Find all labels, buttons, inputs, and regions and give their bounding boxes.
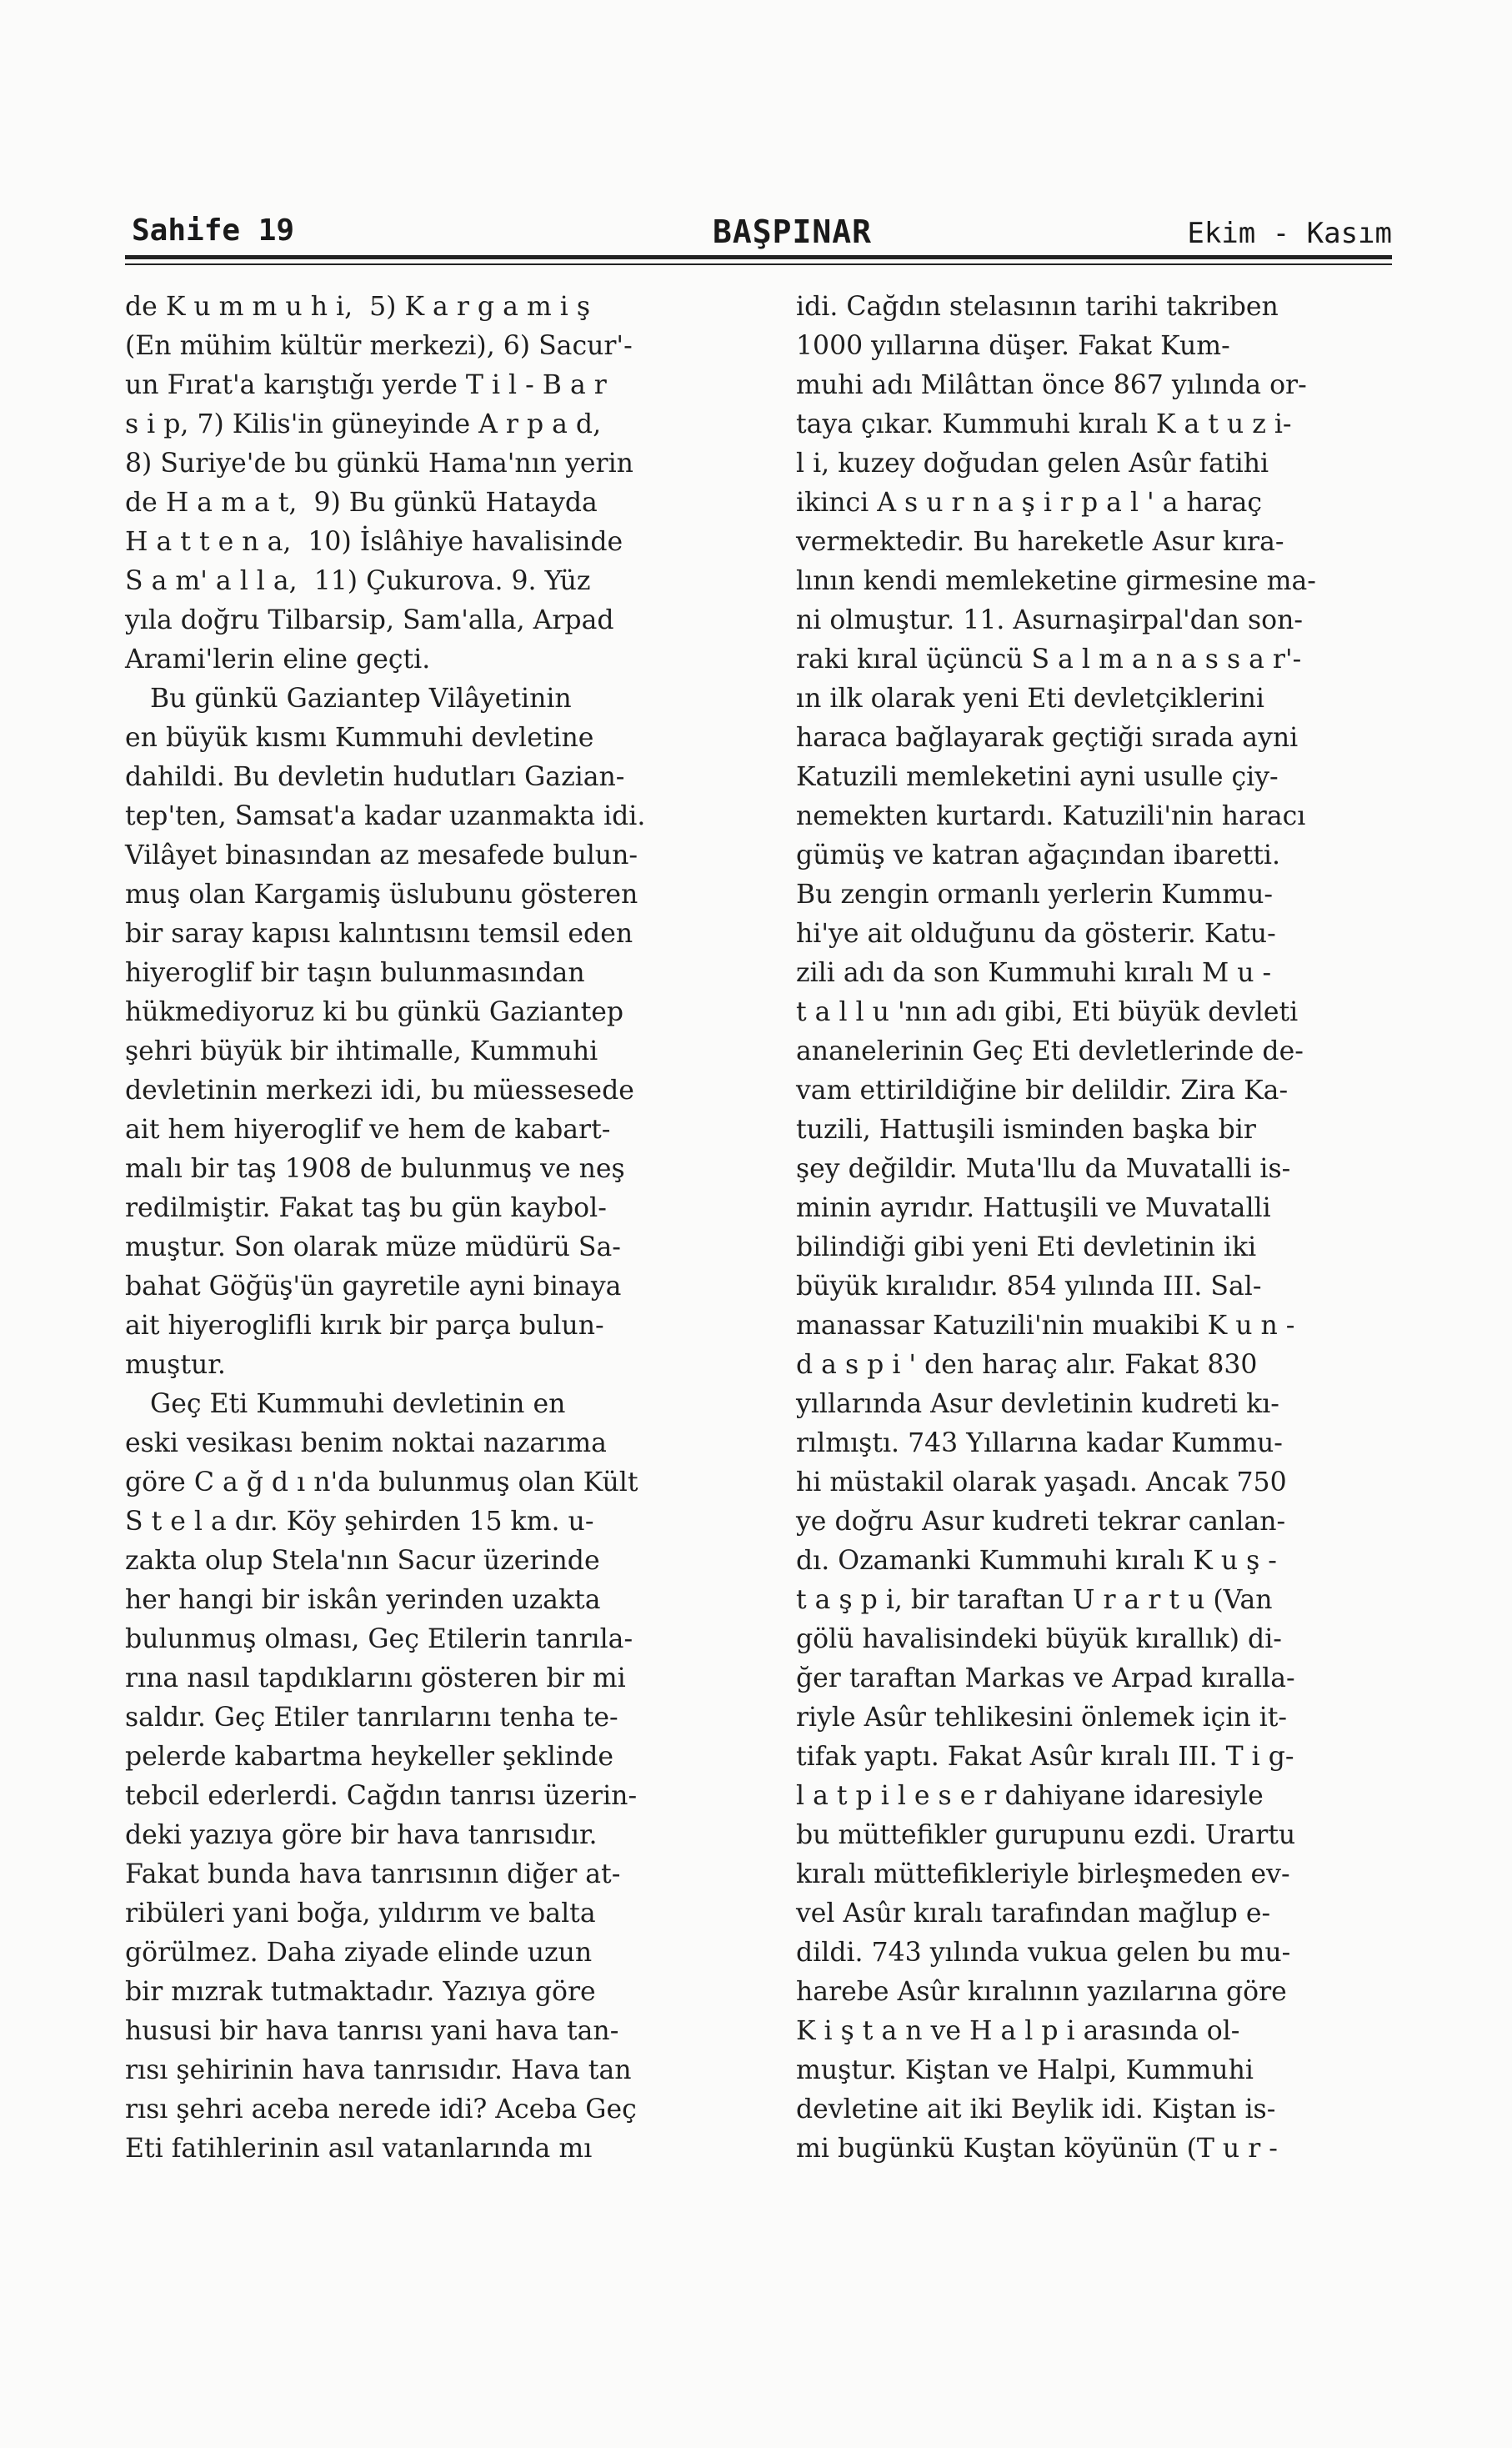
text-line: Arami'lerin eline geçti. <box>125 645 431 675</box>
text-line: ni olmuştur. 11. Asurnaşirpal'dan son- <box>796 605 1304 635</box>
header-rule-thin <box>125 263 1392 265</box>
text-line: rısı şehri aceba nerede idi? Aceba Geç <box>125 2094 637 2124</box>
text-line: Eti fatihlerinin asıl vatanlarında mı <box>125 2134 593 2164</box>
text-line: dahildi. Bu devletin hudutları Gazian- <box>125 762 625 792</box>
text-line: t a ş p i, bir taraftan U r a r t u (Van <box>796 1585 1273 1615</box>
text-line: lının kendi memleketine girmesine ma- <box>796 566 1316 596</box>
text-line: pelerde kabartma heykeller şeklinde <box>125 1742 614 1772</box>
text-line: riyle Asûr tehlikesini önlemek için it- <box>796 1703 1288 1733</box>
text-line: K i ş t a n ve H a l p i arasında ol- <box>796 2016 1240 2046</box>
text-line: muştur. Kiştan ve Halpi, Kummuhi <box>796 2055 1254 2085</box>
text-line: devletinin merkezi idi, bu müessesede <box>125 1076 634 1106</box>
text-line: yıla doğru Tilbarsip, Sam'alla, Arpad <box>125 605 614 635</box>
text-line: muştur. Son olarak müze müdürü Sa- <box>125 1232 621 1262</box>
text-line: l i, kuzey doğudan gelen Asûr fatihi <box>796 449 1269 479</box>
text-line: hususi bir hava tanrısı yani hava tan- <box>125 2016 619 2046</box>
text-line: en büyük kısmı Kummuhi devletine <box>125 723 594 753</box>
text-line: raki kıral üçüncü S a l m a n a s s a r'- <box>796 645 1302 675</box>
text-line: ait hem hiyeroglif ve hem de kabart- <box>125 1115 611 1145</box>
text-line: gölü havalisindeki büyük kırallık) di- <box>796 1624 1282 1654</box>
text-line: gümüş ve katran ağaçından ibaretti. <box>796 840 1280 870</box>
text-line: tifak yaptı. Fakat Asûr kıralı III. T i g- <box>796 1742 1294 1772</box>
text-line: vam ettirildiğine bir delildir. Zira Ka- <box>796 1076 1289 1106</box>
text-line: kıralı müttefikleriyle birleşmeden ev- <box>796 1859 1290 1889</box>
text-line: t a l l u 'nın adı gibi, Eti büyük devleti <box>796 997 1299 1027</box>
text-line: hi'ye ait olduğunu da gösterir. Katu- <box>796 919 1276 949</box>
text-line: şey değildir. Muta'llu da Muvatalli is- <box>796 1154 1291 1184</box>
text-line: bulunmuş olması, Geç Etilerin tanrıla- <box>125 1624 633 1654</box>
text-line: muhi adı Milâttan önce 867 yılında or- <box>796 370 1307 400</box>
text-line: rına nasıl tapdıklarını gösteren bir mi <box>125 1663 626 1693</box>
text-line: bahat Göğüş'ün gayretile ayni binaya <box>125 1272 622 1302</box>
text-line: l a t p i l e s e r dahiyane idaresiyle <box>796 1781 1264 1811</box>
text-line: manassar Katuzili'nin muakibi K u n - <box>796 1311 1295 1341</box>
text-line: deki yazıya göre bir hava tanrısıdır. <box>125 1820 598 1850</box>
text-line: S t e l a dır. Köy şehirden 15 km. u- <box>125 1507 594 1537</box>
text-line: hiyeroglif bir taşın bulunmasından <box>125 958 585 988</box>
text-line: tuzili, Hattuşili isminden başka bir <box>796 1115 1256 1145</box>
text-line: dildi. 743 yılında vukua gelen bu mu- <box>796 1938 1291 1968</box>
text-line: tep'ten, Samsat'a kadar uzanmakta idi. <box>125 801 646 831</box>
text-line: ananelerinin Geç Eti devletlerinde de- <box>796 1036 1304 1066</box>
text-line: d a s p i ' den haraç alır. Fakat 830 <box>796 1350 1258 1380</box>
text-line: devletine ait iki Beylik idi. Kiştan is- <box>796 2094 1276 2124</box>
text-line: ye doğru Asur kudreti tekrar canlan- <box>796 1507 1286 1537</box>
text-line: taya çıkar. Kummuhi kıralı K a t u z i- <box>796 409 1292 439</box>
text-line: bir saray kapısı kalıntısını temsil eden <box>125 919 633 949</box>
text-line: idi. Cağdın stelasının tarihi takriben <box>796 292 1279 322</box>
text-line: ın ilk olarak yeni Eti devletçiklerini <box>796 684 1264 714</box>
text-line: Katuzili memleketini ayni usulle çiy- <box>796 762 1279 792</box>
text-line: göre C a ğ d ı n'da bulunmuş olan Kült <box>125 1467 638 1497</box>
text-line: Bu günkü Gaziantep Vilâyetinin <box>125 684 572 714</box>
page-header <box>125 210 1392 260</box>
text-line: büyük kıralıdır. 854 yılında III. Sal- <box>796 1272 1262 1302</box>
text-line: muş olan Kargamiş üslubunu gösteren <box>125 880 638 910</box>
text-line: ğer taraftan Markas ve Arpad kıralla- <box>796 1663 1295 1693</box>
text-line: s i p, 7) Kilis'in güneyinde A r p a d, <box>125 409 602 439</box>
text-line: 8) Suriye'de bu günkü Hama'nın yerin <box>125 449 633 479</box>
text-line: de K u m m u h i, 5) K a r g a m i ş <box>125 292 591 322</box>
text-line: eski vesikası benim noktai nazarıma <box>125 1428 607 1458</box>
publication-title: BAŞPINAR <box>713 213 873 250</box>
header-rule-thick <box>125 255 1392 259</box>
text-line: Geç Eti Kummuhi devletinin en <box>125 1389 566 1419</box>
text-line: rısı şehirinin hava tanrısıdır. Hava tan <box>125 2055 632 2085</box>
text-line: 1000 yıllarına düşer. Fakat Kum- <box>796 331 1230 361</box>
text-line: ribüleri yani boğa, yıldırım ve balta <box>125 1899 596 1929</box>
text-line: zili adı da son Kummuhi kıralı M u - <box>796 958 1272 988</box>
text-line: tebcil ederlerdi. Cağdın tanrısı üzerin- <box>125 1781 638 1811</box>
text-line: hi müstakil olarak yaşadı. Ancak 750 <box>796 1467 1287 1497</box>
text-line: görülmez. Daha ziyade elinde uzun <box>125 1938 593 1968</box>
text-line: vermektedir. Bu hareketle Asur kıra- <box>796 527 1284 557</box>
text-line: de H a m a t, 9) Bu günkü Hatayda <box>125 488 598 518</box>
text-line: rılmıştı. 743 Yıllarına kadar Kummu- <box>796 1428 1283 1458</box>
text-line: H a t t e n a, 10) İslâhiye havalisinde <box>125 527 623 557</box>
text-line: malı bir taş 1908 de bulunmuş ve neş <box>125 1154 625 1184</box>
page-number: Sahife 19 <box>132 213 295 248</box>
text-line: yıllarında Asur devletinin kudreti kı- <box>796 1389 1279 1419</box>
text-line: Fakat bunda hava tanrısının diğer at- <box>125 1859 621 1889</box>
text-line: Vilâyet binasından az mesafede bulun- <box>125 840 638 870</box>
text-line: Bu zengin ormanlı yerlerin Kummu- <box>796 880 1274 910</box>
text-line: bilindiği gibi yeni Eti devletinin iki <box>796 1232 1257 1262</box>
text-line: redilmiştir. Fakat taş bu gün kaybol- <box>125 1193 607 1223</box>
text-line: S a m' a l l a, 11) Çukurova. 9. Yüz <box>125 566 591 596</box>
issue-date: Ekim - Kasım <box>1187 217 1392 250</box>
text-line: saldır. Geç Etiler tanrılarını tenha te- <box>125 1703 618 1733</box>
left-text-column <box>125 288 717 2169</box>
text-line: şehri büyük bir ihtimalle, Kummuhi <box>125 1036 598 1066</box>
text-line: (En mühim kültür merkezi), 6) Sacur'- <box>125 331 633 361</box>
text-line: muştur. <box>125 1350 226 1380</box>
text-line: her hangi bir iskân yerinden uzakta <box>125 1585 601 1615</box>
text-line: mi bugünkü Kuştan köyünün (T u r - <box>796 2134 1278 2164</box>
text-line: hükmediyoruz ki bu günkü Gaziantep <box>125 997 624 1027</box>
text-line: bir mızrak tutmaktadır. Yazıya göre <box>125 1977 596 2007</box>
text-line: un Fırat'a karıştığı yerde T i l - B a r <box>125 370 607 400</box>
text-line: bu müttefikler gurupunu ezdi. Urartu <box>796 1820 1296 1850</box>
text-line: harebe Asûr kıralının yazılarına göre <box>796 1977 1287 2007</box>
text-line: haraca bağlayarak geçtiği sırada ayni <box>796 723 1299 753</box>
text-line: ait hiyeroglifli kırık bir parça bulun- <box>125 1311 604 1341</box>
text-line: vel Asûr kıralı tarafından mağlup e- <box>796 1899 1271 1929</box>
right-text-column <box>796 288 1392 2169</box>
text-line: ikinci A s u r n a ş i r p a l ' a haraç <box>796 488 1263 518</box>
text-line: zakta olup Stela'nın Sacur üzerinde <box>125 1546 600 1576</box>
text-line: nemekten kurtardı. Katuzili'nin haracı <box>796 801 1306 831</box>
text-line: dı. Ozamanki Kummuhi kıralı K u ş - <box>796 1546 1277 1576</box>
text-line: minin ayrıdır. Hattuşili ve Muvatalli <box>796 1193 1271 1223</box>
